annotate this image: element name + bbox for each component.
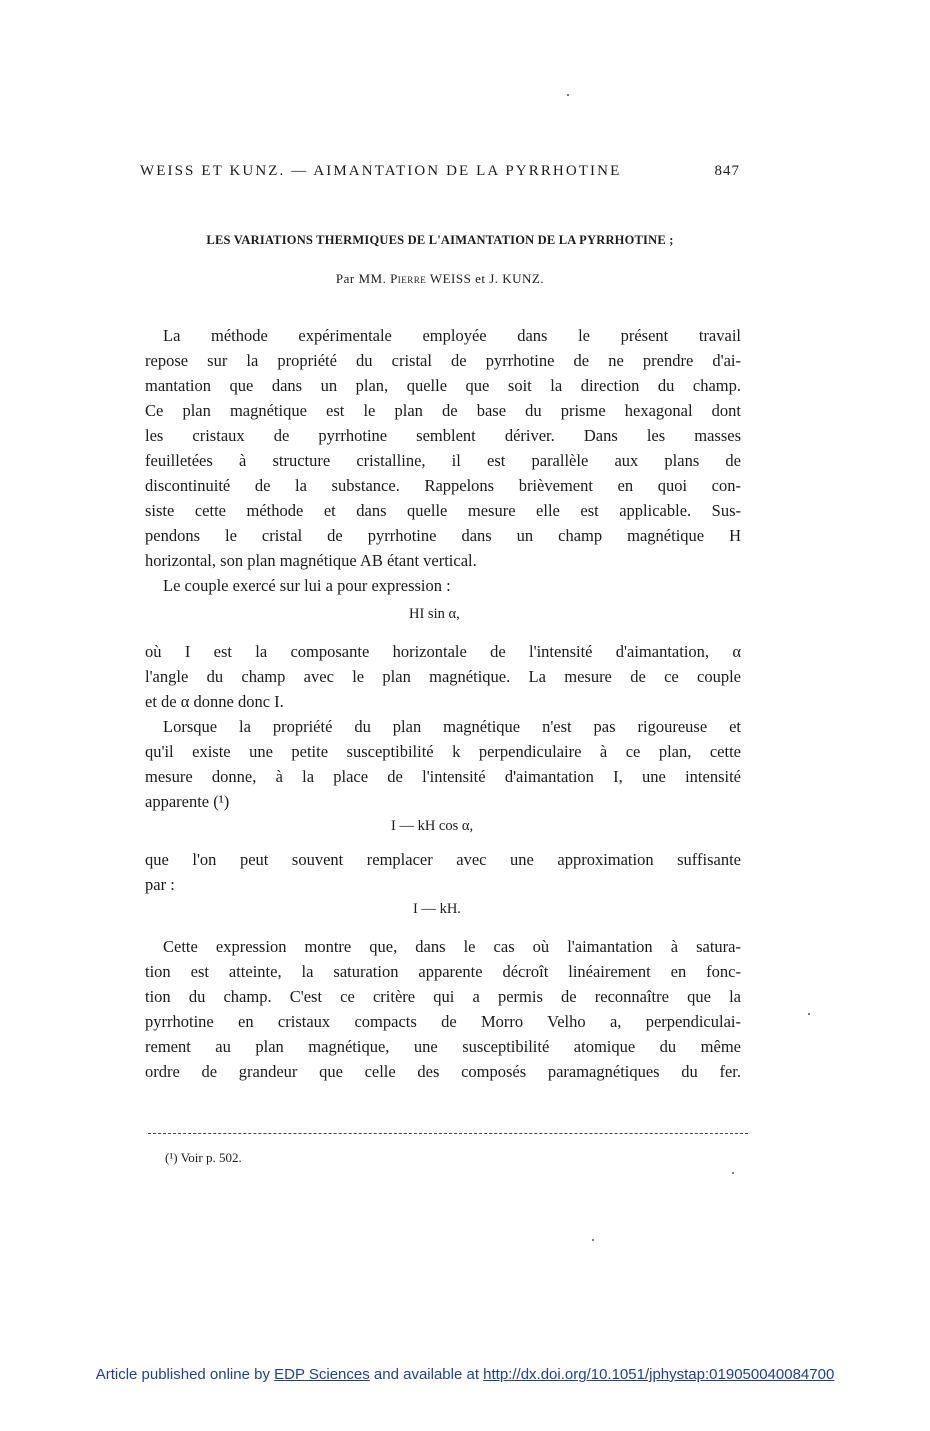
- text-line: et de α donne donc I.: [145, 692, 284, 711]
- text-line: repose sur la propriété du cristal de pyrrhotine de ne prendre d'ai-: [145, 351, 741, 370]
- scan-speck: [732, 1172, 734, 1174]
- text-line: pyrrhotine en cristaux compacts de Morro Velho a, perpendiculai-: [145, 1012, 741, 1031]
- paragraph-1: [145, 323, 741, 573]
- text-line: Lorsque la propriété du plan magnétique n'est pas rigoureuse et: [163, 717, 741, 736]
- doi-link[interactable]: http://dx.doi.org/10.1051/jphystap:019050040084700: [483, 1366, 835, 1383]
- page-number: 847: [714, 163, 740, 179]
- text-line: Cette expression montre que, dans le cas où l'aimantation à satura-: [163, 937, 741, 956]
- text-line: apparente (¹): [145, 792, 230, 811]
- text-line: rement au plan magnétique, une susceptibilité atomique du même: [145, 1037, 741, 1056]
- text-line: mantation que dans un plan, quelle que soit la direction du champ.: [145, 376, 741, 395]
- text-line: que l'on peut souvent remplacer avec une approximation suffisante: [145, 850, 741, 869]
- footnote: (¹) Voir p. 502.: [165, 1150, 242, 1165]
- formula-approximation: I — kH.: [413, 901, 461, 917]
- text-line: qu'il existe une petite susceptibilité k perpendiculaire à ce plan, cette: [145, 742, 741, 761]
- formula-apparent-intensity: I — kH cos α,: [391, 818, 474, 834]
- text-line: horizontal, son plan magnétique AB étant vertical.: [145, 551, 477, 570]
- text-line: pendons le cristal de pyrrhotine dans un champ magnétique H: [145, 526, 741, 545]
- notice-middle: and available at: [369, 1366, 484, 1383]
- text-line: La méthode expérimentale employée dans le présent travail: [163, 326, 741, 345]
- running-header: [140, 163, 740, 180]
- text-line: les cristaux de pyrrhotine semblent dériver. Dans les masses: [145, 426, 741, 445]
- scan-speck: [567, 94, 569, 96]
- paragraph-5: [145, 847, 741, 897]
- author-first-name: Pierre: [390, 271, 427, 286]
- paragraph-4: [145, 714, 741, 814]
- article-body: [145, 323, 741, 1084]
- paragraph-2: [145, 573, 741, 598]
- text-line: tion du champ. C'est ce critère qui a permis de reconnaître que la: [145, 987, 741, 1006]
- text-line: par :: [145, 875, 175, 894]
- byline-prefix: Par MM.: [335, 271, 391, 286]
- footnote-rule: [148, 1133, 748, 1134]
- publication-notice: [0, 1366, 930, 1383]
- text-line: ordre de grandeur que celle des composés paramagnétiques du fer.: [145, 1062, 741, 1081]
- paragraph-6: [145, 934, 741, 1084]
- text-line: mesure donne, à la place de l'intensité d'aimantation I, une intensité: [145, 767, 741, 786]
- text-line: Le couple exercé sur lui a pour expression :: [163, 576, 451, 595]
- text-line: l'angle du champ avec le plan magnétique. La mesure de ce couple: [145, 667, 741, 686]
- text-line: où I est la composante horizontale de l'intensité d'aimantation, α: [145, 642, 741, 661]
- text-line: siste cette méthode et dans quelle mesure elle est applicable. Sus-: [145, 501, 741, 520]
- author-names: WEISS et J. KUNZ.: [426, 271, 545, 286]
- paragraph-3: [145, 639, 741, 714]
- text-line: tion est atteinte, la saturation apparente décroît linéairement en fonc-: [145, 962, 741, 981]
- text-line: feuilletées à structure cristalline, il est parallèle aux plans de: [145, 451, 741, 470]
- byline: [140, 271, 740, 287]
- scan-speck: [808, 1013, 810, 1015]
- article-title: LES VARIATIONS THERMIQUES DE L'AIMANTATION DE LA PYRRHOTINE ;: [206, 233, 674, 247]
- running-title: WEISS ET KUNZ. — AIMANTATION DE LA PYRRHOTINE: [140, 163, 622, 179]
- scan-speck: [592, 1239, 594, 1241]
- notice-prefix: Article published online by: [95, 1366, 275, 1383]
- formula-couple: HI sin α,: [409, 606, 460, 622]
- text-line: discontinuité de la substance. Rappelons brièvement en quoi con-: [145, 476, 741, 495]
- publisher-link[interactable]: EDP Sciences: [274, 1366, 370, 1383]
- text-line: Ce plan magnétique est le plan de base du prisme hexagonal dont: [145, 401, 741, 420]
